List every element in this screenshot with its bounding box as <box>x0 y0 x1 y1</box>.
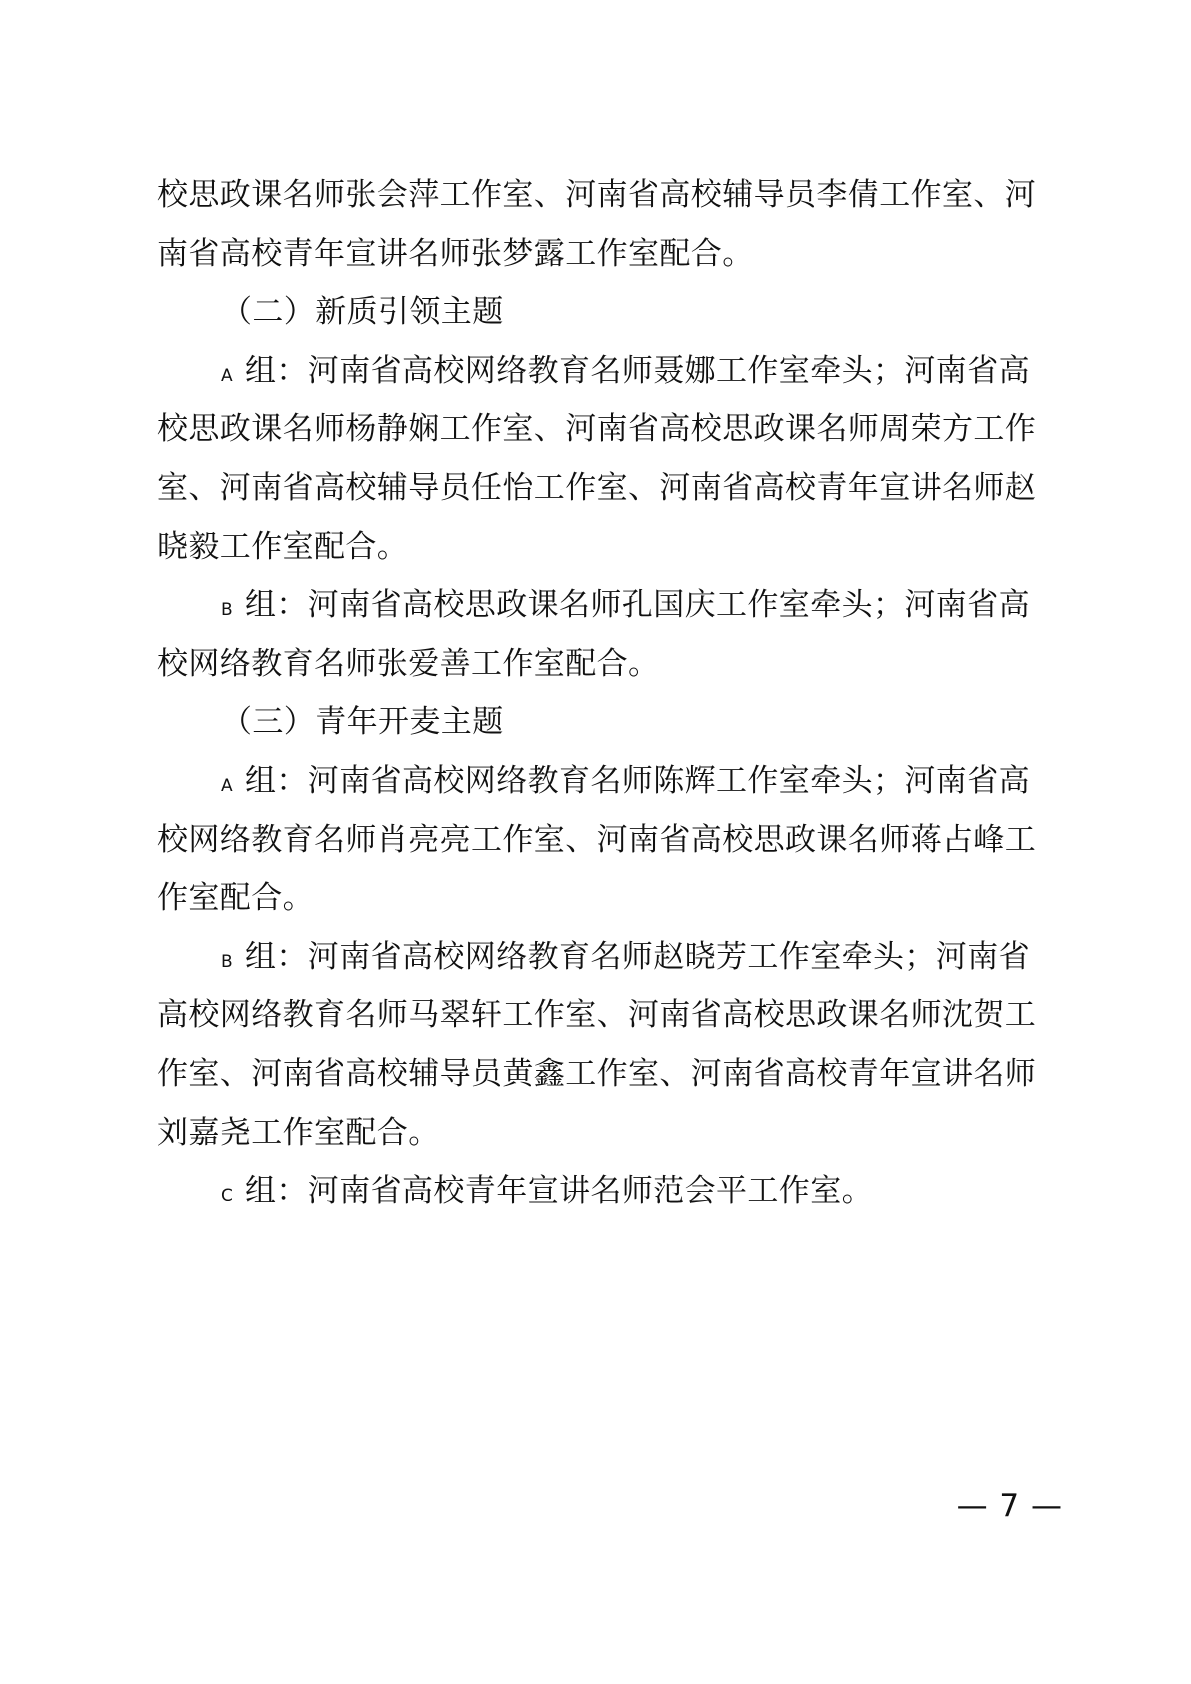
paragraph-text: 组：河南省高校青年宣讲名师范会平工作室。 <box>245 1173 873 1210</box>
paragraph-text: 组：河南省高校网络教育名师赵晓芳工作室牵头；河南省 <box>245 938 1030 975</box>
paragraph-text: 组：河南省高校网络教育名师陈辉工作室牵头；河南省高 <box>245 762 1030 799</box>
group-letter: A <box>221 365 234 386</box>
paragraph-text: 组：河南省高校思政课名师孔国庆工作室牵头；河南省高 <box>245 587 1030 624</box>
group-c-line <box>157 1162 1047 1221</box>
group-letter: A <box>221 775 234 796</box>
group-a-line <box>157 752 1047 811</box>
document-body <box>157 166 1047 1221</box>
paragraph-line: 室、河南省高校辅导员任怡工作室、河南省高校青年宣讲名师赵 <box>157 469 1037 506</box>
group-letter: C <box>221 1186 234 1207</box>
paragraph-line: 晓毅工作室配合。 <box>157 528 409 565</box>
paragraph-line: 作室配合。 <box>157 880 314 917</box>
paragraph-line: 校网络教育名师肖亮亮工作室、河南省高校思政课名师蒋占峰工 <box>157 821 1037 858</box>
paragraph-line: 南省高校青年宣讲名师张梦露工作室配合。 <box>157 235 754 272</box>
paragraph-line: 校思政课名师张会萍工作室、河南省高校辅导员李倩工作室、河 <box>157 177 1037 213</box>
group-a-line <box>157 342 1047 401</box>
group-letter: B <box>221 951 234 972</box>
paragraph-line: 作室、河南省高校辅导员黄鑫工作室、河南省高校青年宣讲名师 <box>157 1055 1037 1092</box>
group-b-line <box>157 576 1047 635</box>
section-heading: （二）新质引领主题 <box>221 294 504 331</box>
group-b-line <box>157 928 1047 987</box>
group-letter: B <box>221 600 234 621</box>
paragraph-line: 刘嘉尧工作室配合。 <box>157 1114 440 1151</box>
paragraph-line: 校思政课名师杨静娴工作室、河南省高校思政课名师周荣方工作 <box>157 411 1037 448</box>
paragraph-text: 组：河南省高校网络教育名师聂娜工作室牵头；河南省高 <box>245 352 1030 389</box>
paragraph-line: 校网络教育名师张爱善工作室配合。 <box>157 645 660 682</box>
paragraph-line: 高校网络教育名师马翠轩工作室、河南省高校思政课名师沈贺工 <box>157 997 1037 1034</box>
page-number: — 7 — <box>956 1488 1063 1524</box>
section-heading: （三）青年开麦主题 <box>221 704 504 741</box>
